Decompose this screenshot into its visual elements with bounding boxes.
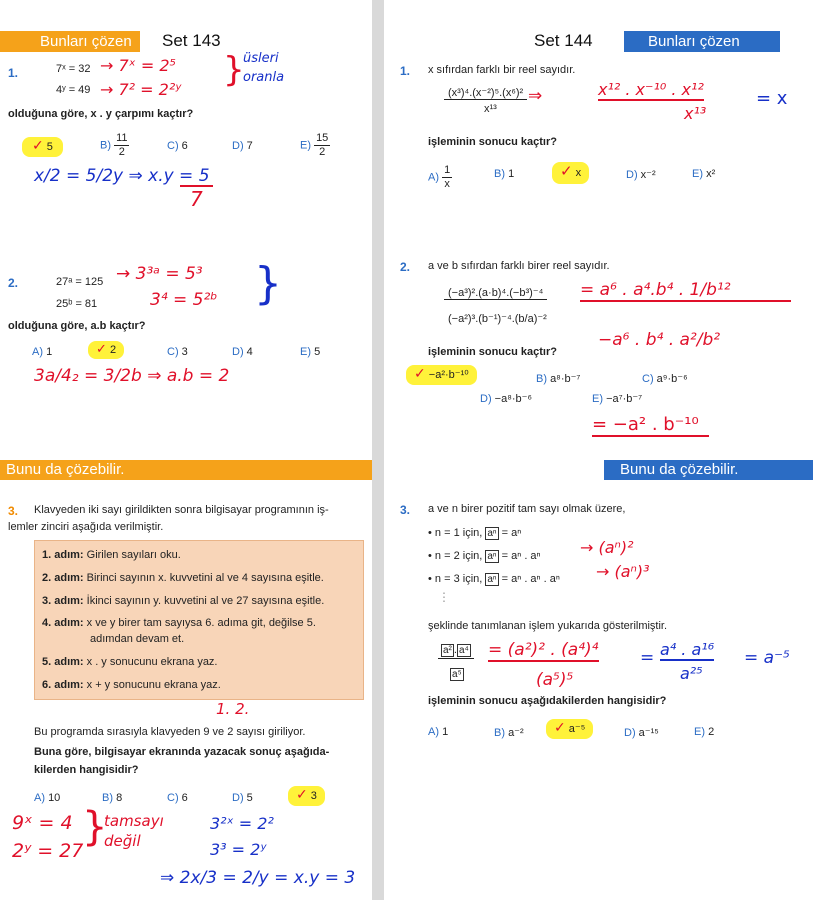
l-q3-hw-r2: 3³ = 2ʸ (210, 840, 267, 859)
l-q1-hw-note2: oranla (243, 70, 285, 85)
l-q3-choice-c[interactable]: C) 6 (167, 792, 188, 804)
l-q2-choice-e[interactable]: E) 5 (300, 346, 321, 358)
l-q3-choice-d[interactable]: D) 5 (232, 792, 253, 804)
r-q3-hw-res: = a⁻⁵ (744, 648, 790, 668)
r-q3-expr-num: a² . a⁴ (438, 644, 474, 659)
r-q3-choice-b[interactable]: B) a⁻² (494, 727, 524, 739)
r-q2-choice-e[interactable]: E) −a⁷·b⁻⁷ (592, 393, 643, 405)
l-q3-step-6: 6. adım: x + y sonucunu ekrana yaz. (42, 679, 221, 691)
r-q3-hw-mid-num: a⁴ . a¹⁶ (660, 640, 715, 659)
l-q2-hw-a: → 3³ᵃ = 5³ (116, 264, 203, 284)
r-q2-choice-d[interactable]: D) −a⁸·b⁻⁶ (480, 393, 532, 405)
r-q1-hw-arrow: ⇒ (528, 86, 543, 106)
r-q1-ask: işleminin sonucu kaçtır? (428, 136, 557, 148)
r-q1-hw-den: x¹³ (684, 104, 707, 123)
page-gutter (372, 0, 384, 900)
r-q3-rule-2: • n = 2 için, aⁿ = aⁿ . aⁿ (428, 550, 541, 562)
r-q3-rule-1: • n = 1 için, aⁿ = aⁿ (428, 527, 522, 539)
right-page (384, 0, 813, 900)
l-q1-choice-b[interactable]: B) $\frac{11}{2}$ (100, 132, 128, 158)
r-q3-choice-e[interactable]: E) 2 (694, 726, 715, 738)
l-q3-stem2: lemler zinciri aşağıda verilmiştir. (8, 521, 164, 533)
r-q3-choice-c[interactable]: ✓ a⁻⁵ (546, 720, 593, 736)
r-q1-choice-e[interactable]: E) x² (692, 168, 716, 180)
l-q3-hw-note1: tamsayı (104, 812, 164, 830)
l-q3-hw-marks: 1. 2. (216, 700, 250, 718)
l-q3-choice-b[interactable]: B) 8 (102, 792, 123, 804)
r-q3-hw-mid-den: a²⁵ (680, 664, 703, 683)
l-q1-choice-c[interactable]: C) 6 (167, 140, 188, 152)
l-q3-hw-l1: 9ˣ = 4 (12, 812, 73, 834)
r-q3-number: 3. (400, 503, 411, 517)
l-q1-hw-b: → 7² = 2²ʸ (100, 80, 182, 99)
r-q1-choice-d[interactable]: D) x⁻² (626, 169, 656, 181)
r-q3-hw-r2: → (aⁿ)² (580, 538, 634, 557)
r-q3-stem: a ve n birer pozitif tam sayı olmak üzere, (428, 503, 626, 515)
l-q3-hw-brace: } (82, 804, 108, 850)
right-band: Bunu da çözebilir. (604, 460, 813, 480)
r-q2-hw-bot: −a⁶ . b⁴ . a²/b² (598, 330, 721, 350)
r-q1-choice-c[interactable]: ✓ x (552, 162, 589, 180)
r-q1-den-expr: x¹³ (484, 103, 497, 115)
r-q3-hw-eq: = (640, 648, 655, 668)
r-q1-hw-res: = x (756, 88, 788, 109)
r-q2-stem: a ve b sıfırdan farklı birer reel sayıdır. (428, 260, 610, 272)
r-q1-stem: x sıfırdan farklı bir reel sayıdır. (428, 64, 576, 76)
l-q2-eq1: 27ᵃ = 125 (56, 276, 104, 288)
r-q2-choice-c[interactable]: C) a⁹·b⁻⁶ (642, 373, 688, 385)
r-q1-choice-a[interactable]: A) $\frac{1}{x}$ (428, 164, 451, 190)
left-set-label: Set 143 (162, 31, 221, 50)
r-q3-choice-a[interactable]: A) 1 (428, 726, 449, 738)
l-q3-choice-e[interactable]: ✓ 3 (288, 787, 325, 803)
l-q3-hw-note2: değil (104, 832, 141, 850)
l-q1-eq2: 4ʸ = 49 (56, 84, 91, 96)
l-q1-hw-brace: } (223, 50, 245, 90)
r-q3-hw-den: (a⁵)⁵ (536, 670, 574, 690)
l-q2-number: 2. (8, 276, 19, 290)
l-q1-choice-d[interactable]: D) 7 (232, 140, 253, 152)
l-q2-hw-work: 3a/4₂ = 3/2b ⇒ a.b = 2 (34, 366, 230, 386)
r-q3-defined: şeklinde tanımlanan işlem yukarıda gösterilmiştir. (428, 620, 668, 632)
l-q3-hw-l2: 2ʸ = 27 (12, 840, 84, 862)
right-set-label: Set 144 (534, 31, 593, 50)
r-q1-choice-b[interactable]: B) 1 (494, 168, 515, 180)
l-q3-step-5: 5. adım: x . y sonucunu ekrana yaz. (42, 656, 218, 668)
l-q2-hw-b: 3⁴ = 5²ᵇ (150, 290, 218, 310)
l-q1-number: 1. (8, 66, 19, 80)
r-q2-num-expr: (−a³)².(a·b)⁴.(−b³)⁻⁴ (444, 286, 547, 300)
r-q2-hw-res: = −a² . b⁻¹⁰ (592, 414, 709, 437)
l-q3-hw-r1: 3²ˣ = 2² (210, 814, 274, 833)
r-q3-rule-3: • n = 3 için, aⁿ = aⁿ . aⁿ . aⁿ (428, 573, 560, 585)
r-q3-hw-r3: → (aⁿ)³ (596, 562, 650, 581)
l-q3-step-3: 3. adım: İkinci sayının y. kuvvetini al ve 27 sayısına eşitle. (42, 595, 325, 607)
l-q3-step-4: 4. adım: x ve y birer tam sayıysa 6. adıma git, değilse 5. (42, 617, 316, 629)
l-q1-hw-work: x/2 = 5/2y ⇒ x.y = 5 (34, 166, 210, 186)
r-q2-den-expr: (−a²)³.(b⁻¹)⁻⁴.(b/a)⁻² (448, 313, 547, 325)
l-q3-choice-a[interactable]: A) 10 (34, 792, 61, 804)
right-header-label: Bunları çözen (624, 31, 780, 52)
l-q1-choice-a[interactable]: ✓ 5 (22, 138, 63, 154)
r-q1-number: 1. (400, 64, 411, 78)
l-q2-eq2: 25ᵇ = 81 (56, 298, 98, 310)
l-q1-stem: olduğuna göre, x . y çarpımı kaçtır? (8, 108, 194, 120)
l-q2-choice-d[interactable]: D) 4 (232, 346, 253, 358)
l-q3-step-4-cont: adımdan devam et. (90, 633, 185, 645)
r-q3-hw-num: = (a²)² . (a⁴)⁴ (488, 640, 599, 660)
r-q1-num-expr: (x³)⁴.(x⁻²)⁵.(x⁶)² (444, 86, 527, 100)
left-page (0, 0, 372, 900)
r-q2-ask: işleminin sonucu kaçtır? (428, 346, 557, 358)
l-q3-stem1: Klavyeden iki sayı girildikten sonra bilgisayar programının iş- (34, 504, 329, 516)
left-band: Bunu da çözebilir. (0, 460, 372, 480)
l-q2-choice-a[interactable]: A) 1 (32, 346, 53, 358)
r-q2-choice-a[interactable]: ✓ −a²·b⁻¹⁰ (406, 366, 477, 382)
r-q2-hw-top: = a⁶ . a⁴.b⁴ . 1/b¹² (580, 280, 791, 302)
l-q1-choice-e[interactable]: E) $\frac{15}{2}$ (300, 132, 329, 158)
left-header-label: Bunları çözen (0, 31, 140, 52)
l-q2-choice-c[interactable]: C) 3 (167, 346, 188, 358)
l-q2-stem: olduğuna göre, a.b kaçtır? (8, 320, 146, 332)
l-q1-eq1: 7ˣ = 32 (56, 63, 91, 75)
l-q3-hw-work: ⇒ 2x/3 = 2/y = x.y = 3 (160, 868, 356, 888)
l-q2-choice-b[interactable]: ✓ 2 (88, 342, 124, 357)
r-q1-hw-num: x¹² . x⁻¹⁰ . x¹² (598, 80, 704, 99)
l-q3-ask1: Buna göre, bilgisayar ekranında yazacak sonuç aşağıda- (34, 746, 330, 758)
r-q3-choice-d[interactable]: D) a⁻¹⁵ (624, 727, 659, 739)
l-q3-number: 3. (8, 504, 19, 518)
l-q3-ask2: kilerden hangisidir? (34, 764, 139, 776)
l-q1-hw-answer: 7 (180, 185, 213, 211)
l-q3-info: Bu programda sırasıyla klavyeden 9 ve 2 sayısı giriliyor. (34, 726, 306, 738)
r-q2-number: 2. (400, 260, 411, 274)
l-q2-hw-brace: } (254, 258, 282, 309)
l-q3-step-2: 2. adım: Birinci sayının x. kuvvetini al ve 4 sayısına eşitle. (42, 572, 324, 584)
r-q3-dots: ⋮ (438, 590, 452, 604)
r-q3-ask: işleminin sonucu aşağıdakilerden hangisidir? (428, 695, 667, 707)
l-q3-step-1: 1. adım: Girilen sayıları oku. (42, 549, 181, 561)
r-q2-choice-b[interactable]: B) a⁸·b⁻⁷ (536, 373, 581, 385)
r-q3-expr-den: a⁵ (452, 669, 462, 680)
l-q1-hw-note1: üsleri (243, 51, 279, 66)
l-q1-hw-a: → 7ˣ = 2⁵ (100, 56, 176, 75)
